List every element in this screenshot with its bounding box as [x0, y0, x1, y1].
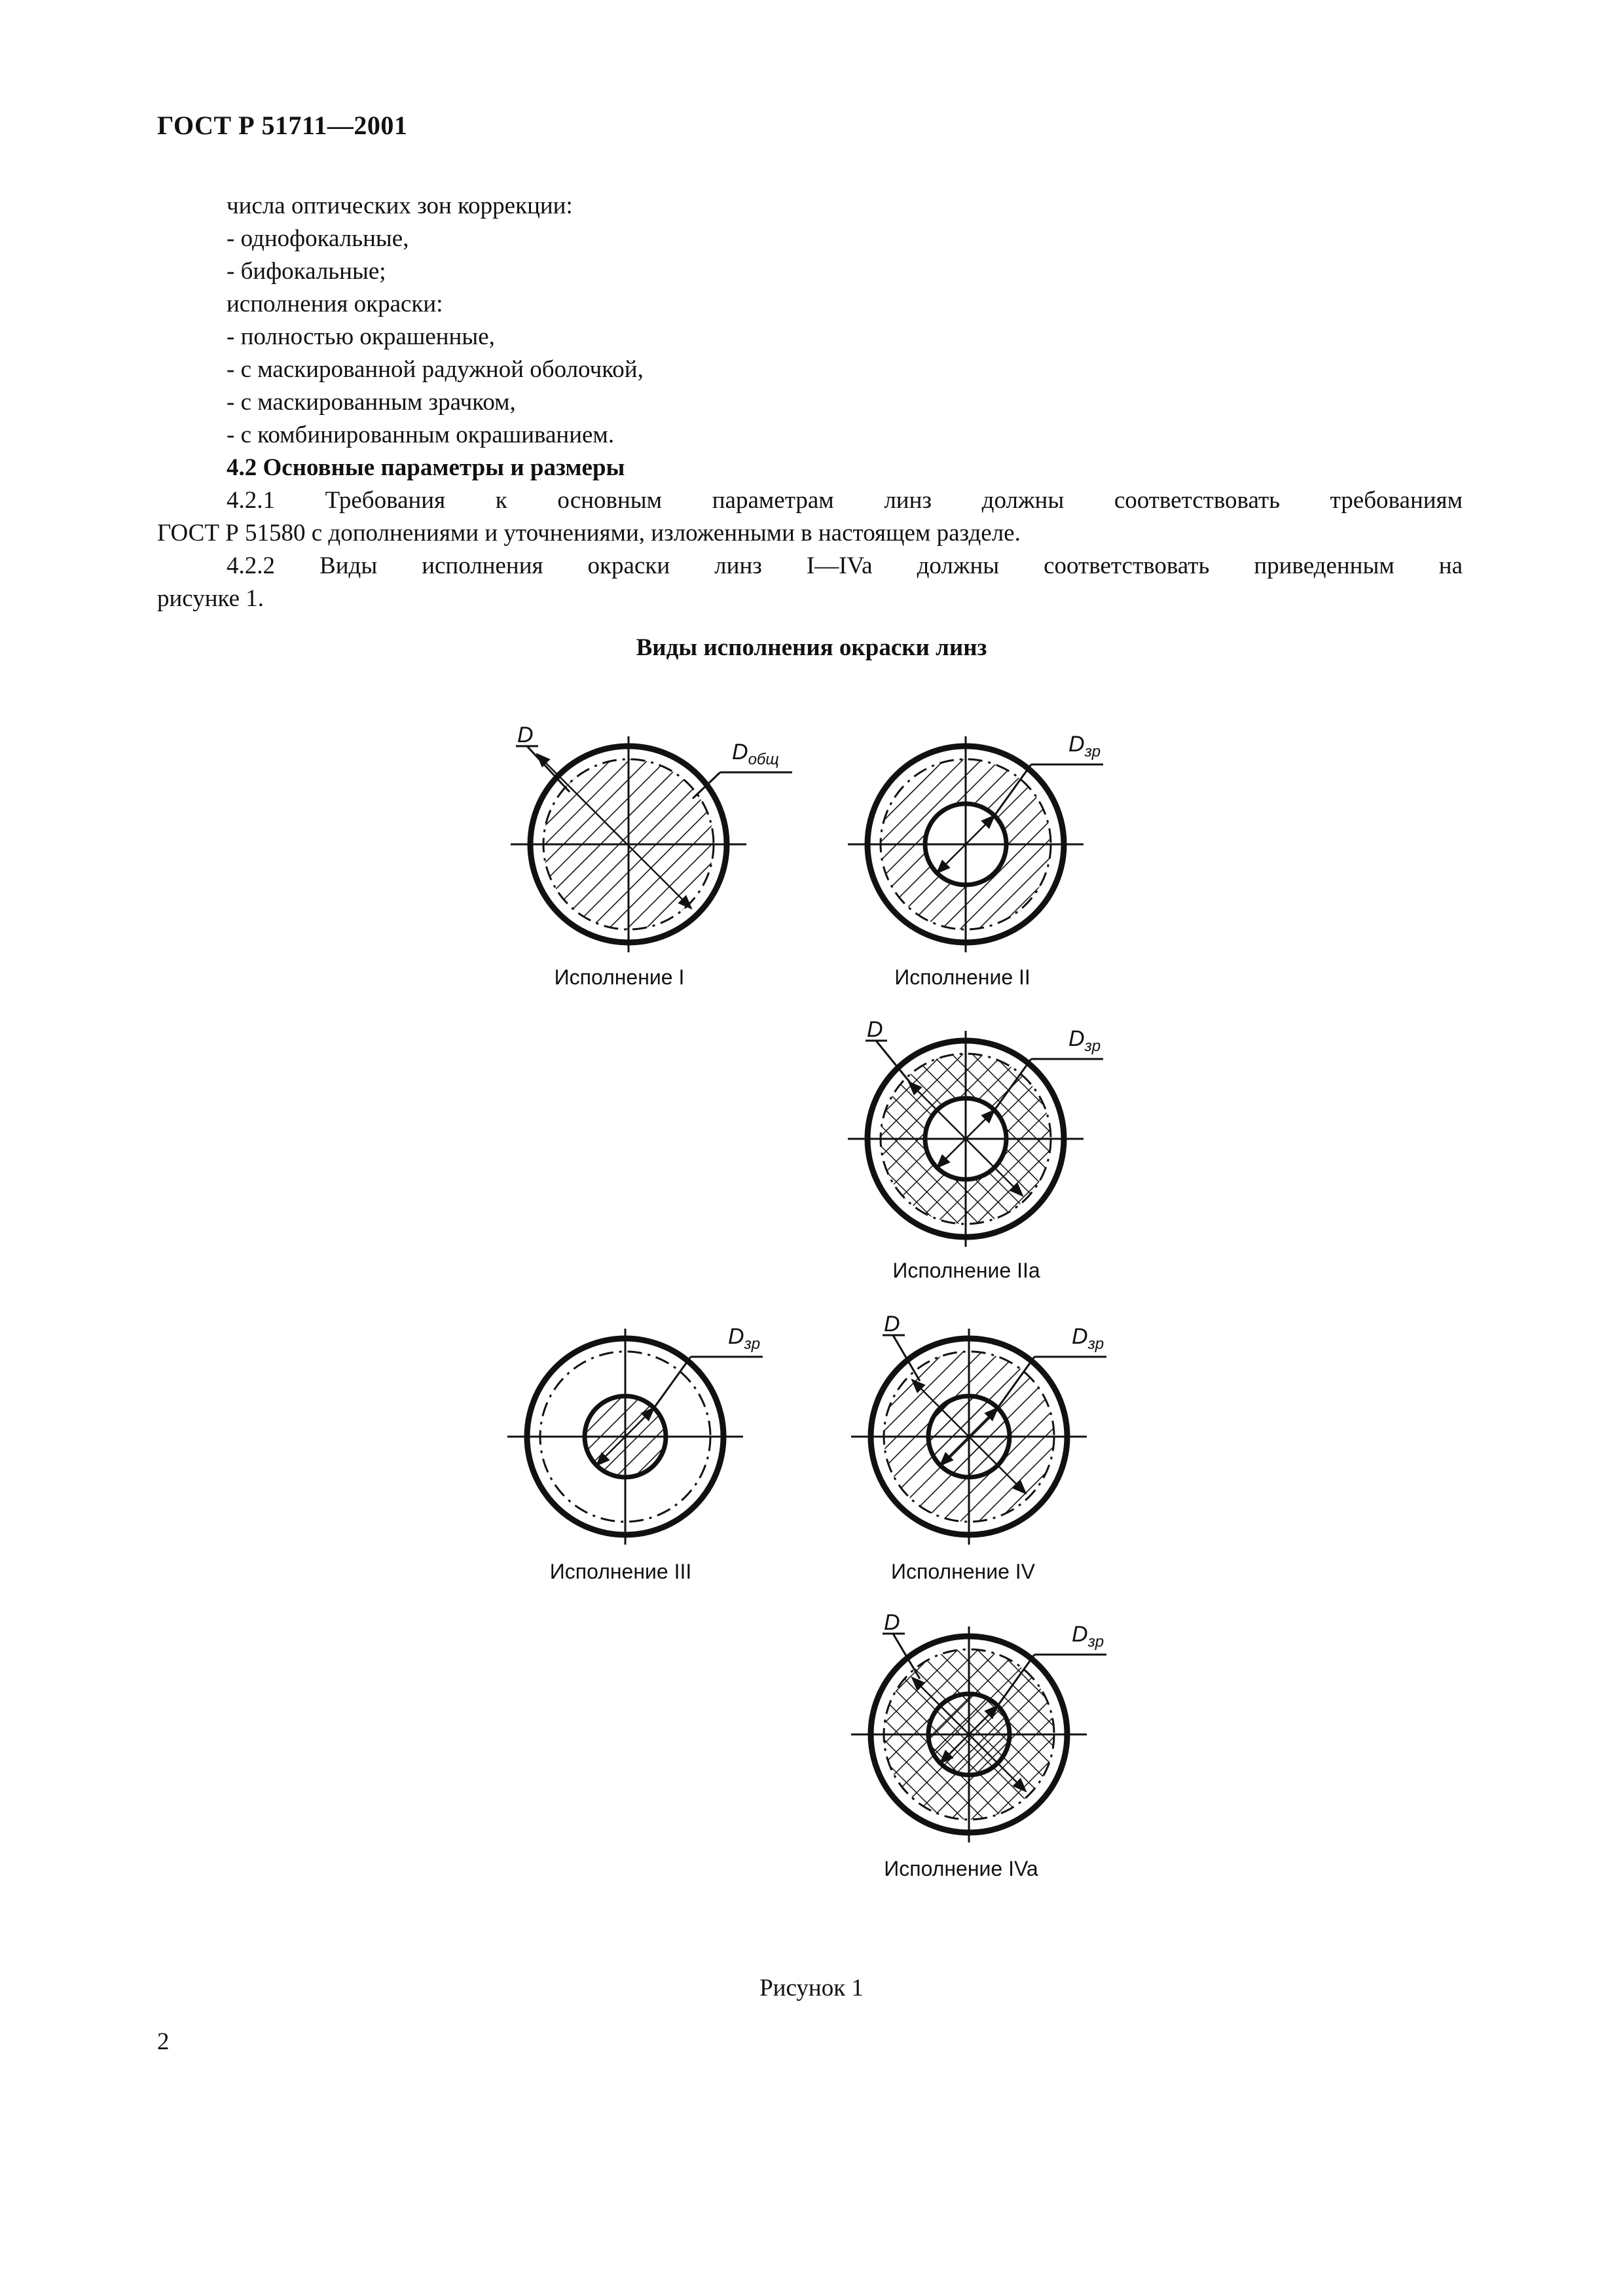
caption-version-IVa: Исполнение IVa [884, 1857, 1038, 1880]
list-item: - с комбинированным окрашиванием. [227, 422, 615, 448]
label-D: D [867, 1017, 883, 1042]
paragraph-line: рисунке 1. [157, 585, 264, 612]
label-D: D [517, 723, 534, 747]
lens-version-I [511, 723, 792, 989]
caption-version-I: Исполнение I [554, 965, 685, 989]
section-heading: 4.2 Основные параметры и размеры [227, 454, 625, 481]
list-item: - с маскированной радужной оболочкой, [227, 356, 644, 383]
lens-version-II [848, 732, 1103, 989]
caption-version-IV: Исполнение IV [890, 1560, 1036, 1583]
lens-version-IV [851, 1312, 1106, 1583]
text-line: числа оптических зон коррекции: [227, 192, 573, 219]
label-D-pupil: $D_{зр}$ [1072, 1622, 1104, 1651]
list-item: - полностью окрашенные, [227, 323, 495, 350]
figure-title: Виды исполнения окраски линз [636, 634, 987, 661]
label-D-total: $D_{общ}$ [732, 740, 779, 768]
label-D: D [884, 1610, 900, 1635]
paragraph-line: 4.2.2 Виды исполнения окраски линз I—IVa должны соответствовать приведенным на [227, 552, 1463, 579]
document-code-header: ГОСТ Р 51711—2001 [157, 111, 408, 140]
page-number: 2 [157, 2028, 170, 2055]
lens-version-IIa [848, 1017, 1103, 1282]
caption-version-II: Исполнение II [894, 965, 1030, 989]
label-D-pupil: $D_{зр}$ [1068, 1026, 1101, 1055]
paragraph-line: ГОСТ Р 51580 с дополнениями и уточнениями, изложенными в настоящем разделе. [157, 520, 1021, 547]
list-item: - бифокальные; [227, 258, 386, 285]
caption-version-III: Исполнение III [549, 1560, 692, 1583]
paragraph-line: 4.2.1 Требования к основным параметрам линз должны соответствовать требованиям [227, 487, 1463, 514]
lens-version-IVa [851, 1610, 1106, 1880]
label-D-pupil: $D_{зр}$ [1072, 1324, 1104, 1353]
label-D: D [884, 1312, 900, 1336]
list-item: - с маскированным зрачком, [227, 389, 516, 416]
lens-version-III [507, 1324, 763, 1583]
label-D-pupil: $D_{зр}$ [1068, 732, 1101, 761]
text-line: исполнения окраски: [227, 291, 443, 317]
list-item: - однофокальные, [227, 225, 409, 252]
caption-version-IIa: Исполнение IIa [892, 1259, 1040, 1282]
label-D-pupil: $D_{зр}$ [728, 1324, 761, 1353]
figure-caption: Рисунок 1 [759, 1975, 864, 2001]
